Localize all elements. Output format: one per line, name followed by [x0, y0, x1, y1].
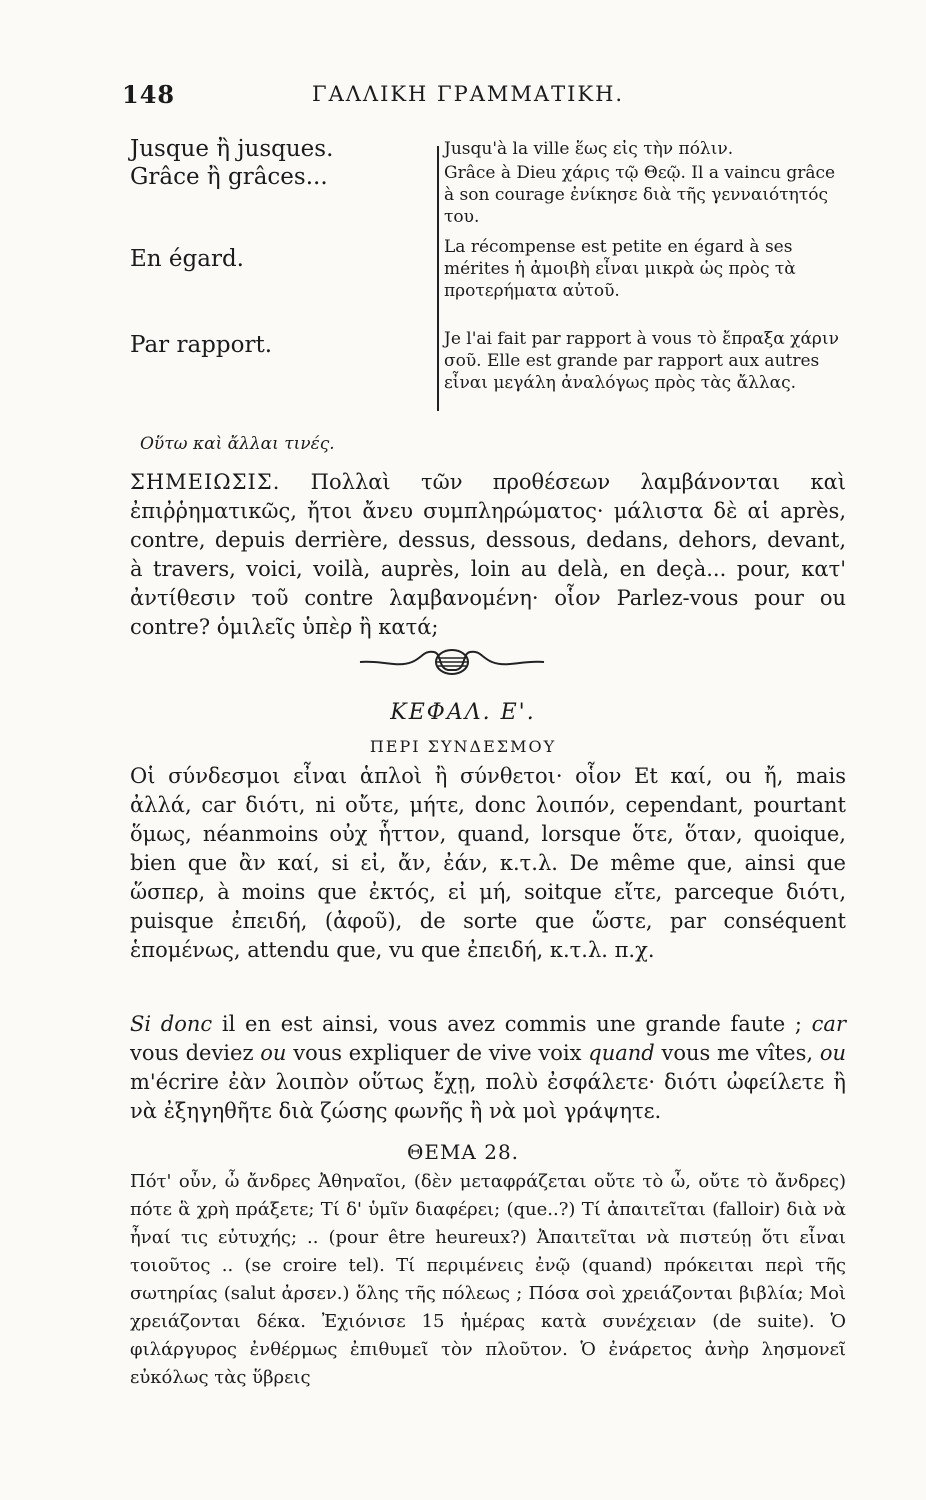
- example-text-4: vous me vîtes,: [654, 1041, 820, 1065]
- usage-table: [130, 136, 850, 426]
- exercise-title: ΘΕΜΑ 28.: [406, 1140, 520, 1164]
- example-text-3: vous expliquer de vive voix: [286, 1041, 589, 1065]
- section-title: ΠΕΡΙ ΣΥΝΔΕΣΜΟΥ: [369, 737, 557, 756]
- conjunctions-paragraph: Οἱ σύνδεσμοι εἶναι ἁπλοὶ ἢ σύνθετοι· οἷον Et καί, ou ἤ, mais ἀλλά, car διότι, ni οὔτε, μήτε, donc λοιπόν, cependant, pourtant ὅμως, néanmoins οὐχ ἧττον, quand, lorsque ὅτε, ὅταν, quoique, bien que ἂν καί, si εἰ, ἄν, ἐάν, κ.τ.λ. De même que, ainsi que ὥσπερ, à moins que ἐκτός, εἰ μή, soitque εἴτε, parceque διότι, puisque ἐπειδή, (ἀφοῦ), de sorte que ὥστε, par conséquent ἑπομένως, attendu que, vu que ἐπειδή, κ.τ.λ. π.χ.: [130, 764, 846, 962]
- page-header: [122, 80, 822, 120]
- example-text-1: il en est ainsi, vous avez commis une grande faute ;: [212, 1012, 812, 1036]
- example-jusque: Jusqu'à la ville ἕως εἰς τὴν πόλιν.: [444, 139, 734, 159]
- term-grace: Grâce ἢ grâces...: [130, 164, 328, 190]
- example-text-5: m'écrire ἐὰν λοιπὸν οὕτως ἔχῃ, πολὺ ἐσφάλετε· διότι ὠφείλετε ἢ νὰ ἐξηγηθῆτε διὰ ζώσης φωνῆς ἢ νὰ μοὶ γράψητε.: [130, 1070, 846, 1123]
- chapter-title: ΚΕΦΑΛ. Ε'.: [390, 700, 536, 725]
- column-divider: [437, 146, 439, 411]
- example-en-egard: La récompense est petite en égard à ses mérites ἡ ἀμοιβὴ εἶναι μικρὰ ὡς πρὸς τὰ προτερήματα αὐτοῦ.: [444, 237, 796, 301]
- example-paragraph: [130, 1010, 846, 1126]
- page-number: 148: [122, 80, 176, 109]
- exercise-paragraph: Πότ' οὖν, ὦ ἄνδρες Ἀθηναῖοι, (δὲν μεταφράζεται οὔτε τὸ ὦ, οὔτε τὸ ἄνδρες) πότε ἃ χρὴ πράξετε; Τί δ' ὑμῖν διαφέρει; (que..?) Τί ἀπαιτεῖται (falloir) διὰ νὰ ἦναί τις εὐτυχής; .. (pour être heureux?) Ἀπαιτεῖται νὰ πιστεύῃ ὅτι εἶναι τοιοῦτος .. (se croire tel). Τί περιμένεις ἐνῷ (quand) πρόκειται περὶ τῆς σωτηρίας (salut ἀρσεν.) ὅλης τῆς πόλεως ; Πόσα σοὶ χρειάζονται βιβλία; Μοὶ χρειάζονται δέκα. Ἐχιόνισε 15 ἡμέρας κατὰ συνέχειαν (de suite). Ὁ φιλάργυρος ἐνθέρμως ἐπιθυμεῖ τὸν πλοῦτον. Ὁ ἐνάρετος ἀνὴρ λησμονεῖ εὐκόλως τὰς ὕβρεις: [130, 1171, 846, 1388]
- emphasis-car: car: [811, 1012, 846, 1036]
- note-paragraph: [130, 468, 846, 642]
- ornament-divider: [352, 642, 552, 682]
- term-par-rapport: Par rapport.: [130, 332, 273, 358]
- example-par-rapport: Je l'ai fait par rapport à vous τὸ ἔπραξα χάριν σοῦ. Elle est grande par rapport aux autres εἶναι μεγάλη ἀναλόγως πρὸς τὰς ἄλλας.: [444, 329, 839, 393]
- example-grace: Grâce à Dieu χάρις τῷ Θεῷ. Il a vaincu grâce à son courage ἐνίκησε διὰ τῆς γενναιότητός του.: [444, 163, 836, 227]
- emphasis-ou-2: ou: [819, 1041, 846, 1065]
- emphasis-quand: quand: [588, 1041, 655, 1065]
- example-text-2: vous deviez: [130, 1041, 261, 1065]
- emphasis-ou-1: ou: [260, 1041, 287, 1065]
- emphasis-si-donc: Si donc: [130, 1012, 213, 1036]
- term-jusque: Jusque ἢ jusques.: [130, 136, 334, 162]
- note-text: Πολλαὶ τῶν προθέσεων λαμβάνονται καὶ ἐπιῤῥηματικῶς, ἤτοι ἄνευ συμπληρώματος· μάλιστα δὲ αἱ après, contre, depuis derrière, dessus, dessous, dedans, dehors, devant, à travers, voici, voilà, auprès, loin au delà, en deçà... pour, κατ' ἀντίθεσιν τοῦ contre λαμβανομένη· οἷον Parlez-vous pour ou contre? ὁμιλεῖς ὑπὲρ ἢ κατά;: [130, 470, 846, 639]
- term-en-egard: En égard.: [130, 246, 244, 272]
- note-lead: ΣΗΜΕΙΩΣΙΣ.: [130, 470, 281, 494]
- note-line: Οὕτω καὶ ἄλλαι τινές.: [140, 434, 335, 454]
- running-title: ΓΑΛΛΙΚΗ ΓΡΑΜΜΑΤΙΚΗ.: [312, 82, 625, 106]
